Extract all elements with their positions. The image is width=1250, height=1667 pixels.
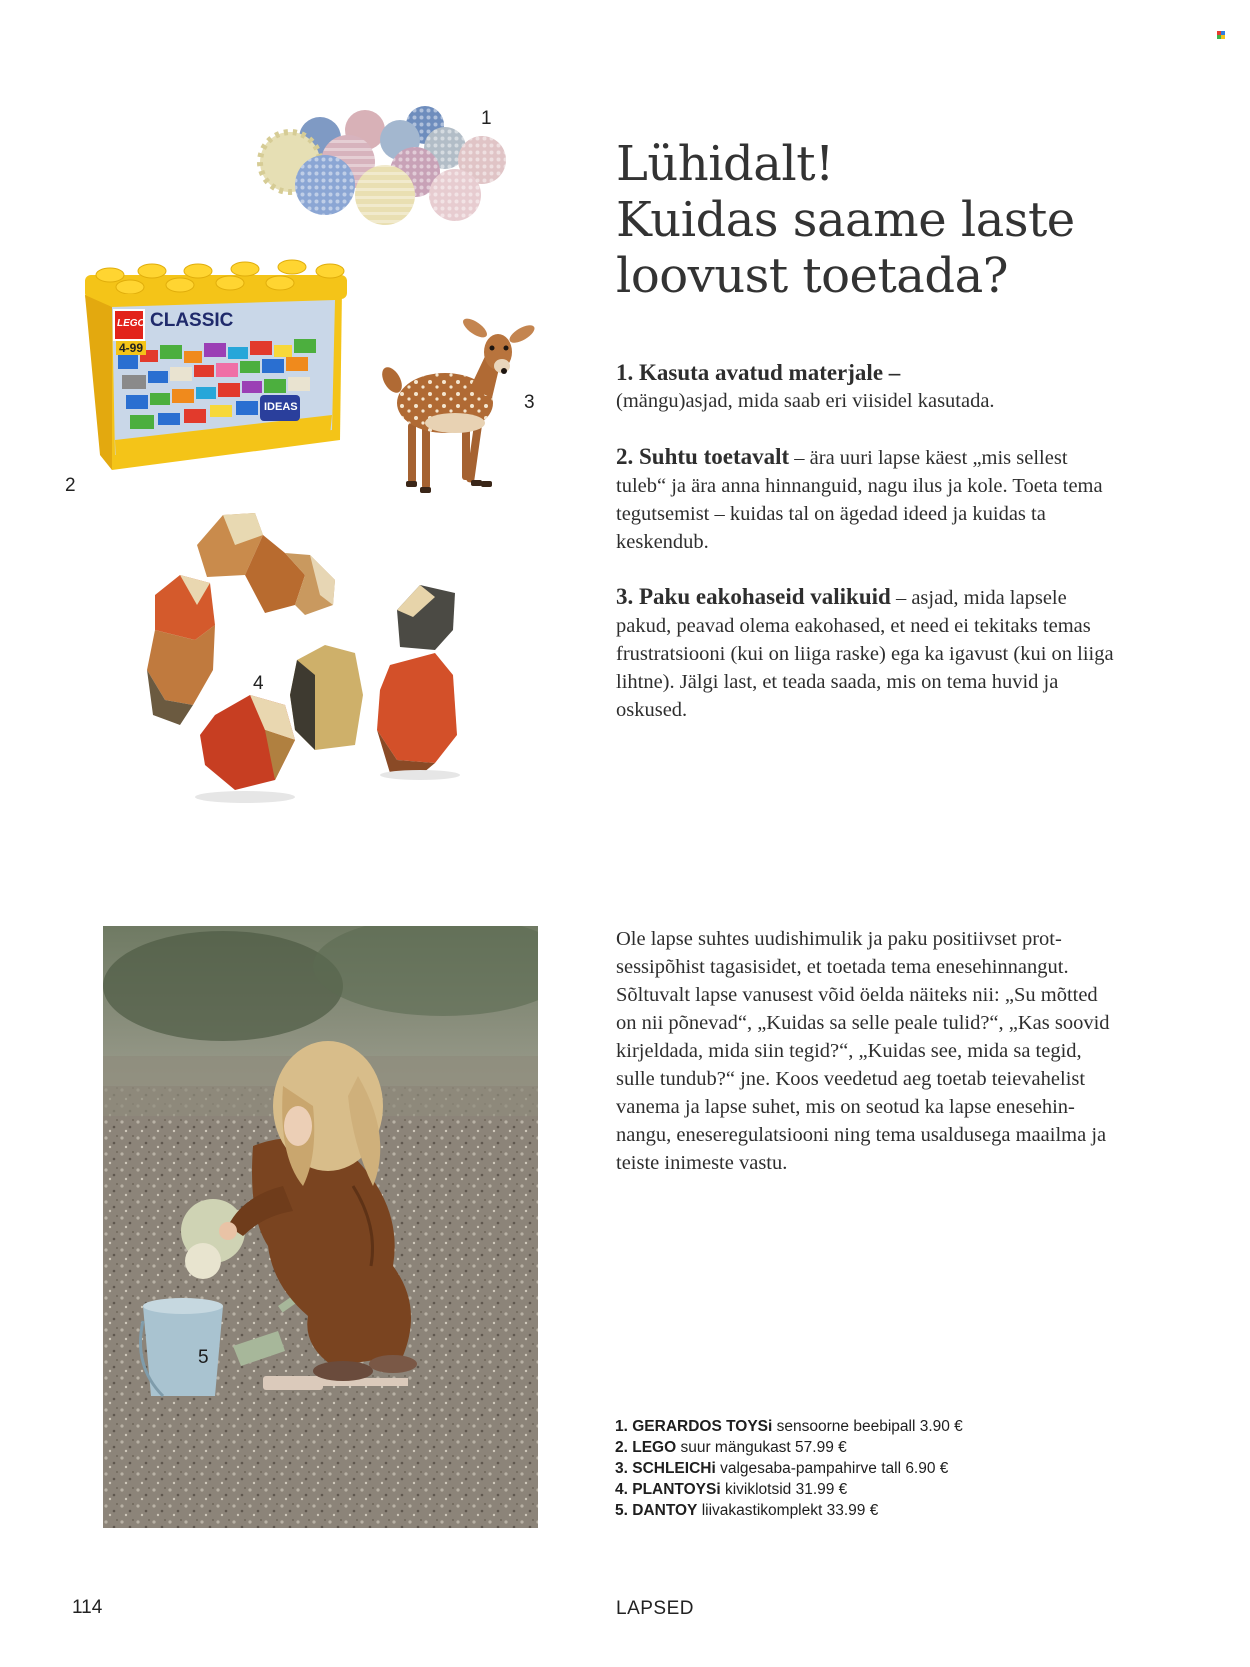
product-line-5: 5. DANTOY liivakastikomplekt 33.99 € [615,1502,879,1519]
section-name: LAPSED [616,1598,694,1619]
item-number-4: 4 [253,673,264,694]
article-title [616,136,1176,304]
tip-3 [616,583,1116,724]
product-price-list [615,1416,1015,1521]
article-paragraph: Ole lapse suhtes uudishimulik ja paku positiivset protsessipõhist tagasisidet, et toetada tema enesehinnangut. Sõltuvalt lapse vanusest võid öelda näiteks nii: „Su mõtted on nii põnevad“, „Kuidas sa selle peale tulid?“, „Kas soovid kirjeldada, mida siin tegid?“, „Kuidas see, mida sa tegid, sulle tundub?“ jne. Koos veedetud aeg toetab teievahelist vanema ja lapse suhet, mis on seotud ka lapse enesehinnangu, eneseregulatsiooni ning tema usaldusega maailma ja teiste inimeste vastu. [616,928,1110,1174]
product-line-3: 3. SCHLEICHi valgesaba-pampahirve tall 6.90 € [615,1460,949,1477]
title-line-2: Kuidas saame laste [616,192,1075,248]
lego-box-image [80,255,350,475]
fawn-figure-image [370,318,550,518]
tip-1 [616,359,1116,415]
product-line-1: 1. GERARDOS TOYSi sensoorne beebipall 3.90 € [615,1418,963,1435]
lego-ideas-text: IDEAS [264,401,298,413]
item-number-2: 2 [65,475,76,496]
tip-3-heading: 3. Paku eakohaseid valikuid [616,584,891,609]
item-number-1: 1 [481,108,492,129]
product-line-4: 4. PLANTOYSi kiviklotsid 31.99 € [615,1481,848,1498]
title-line-3: loovust toetada? [616,248,1008,304]
tip-2 [616,443,1116,556]
page-number: 114 [72,1597,103,1618]
lego-classic-text: CLASSIC [150,310,234,331]
child-playing-photo [103,926,538,1528]
stacking-stones-image [135,505,500,845]
tip-3-text: – asjad, mida lapsele pakud, peavad olema eakohased, et need ei tekitaks temas frustratsiooni (kui on liiga raske) ega ka igavust (kui on liiga lihtne). Jälgi last, et teada saada, mis on tema huvid ja oskused. [616,587,1114,721]
item-number-5: 5 [198,1347,209,1368]
title-line-1: Lühidalt! [616,136,834,192]
tip-1-heading: 1. Kasuta avatud materjale – [616,360,901,385]
lego-age-text: 4-99 [116,341,146,355]
product-line-2: 2. LEGO suur mängukast 57.99 € [615,1439,847,1456]
tip-1-text: (mängu)asjad, mida saab eri viisidel kasutada. [616,390,995,412]
lego-logo-text: LEGO [117,318,146,329]
tip-2-text: – ära uuri lapse käest „mis sellest tuleb“ ja ära anna hinnanguid, nagu ilus ja kole. Toeta tema tegutsemist – kuidas tal on ägedad ideed ja kuidas ta keskendub. [616,447,1103,553]
item-number-3: 3 [524,392,535,413]
tip-2-heading: 2. Suhtu toetavalt [616,444,790,469]
corner-color-mark [1217,31,1225,39]
